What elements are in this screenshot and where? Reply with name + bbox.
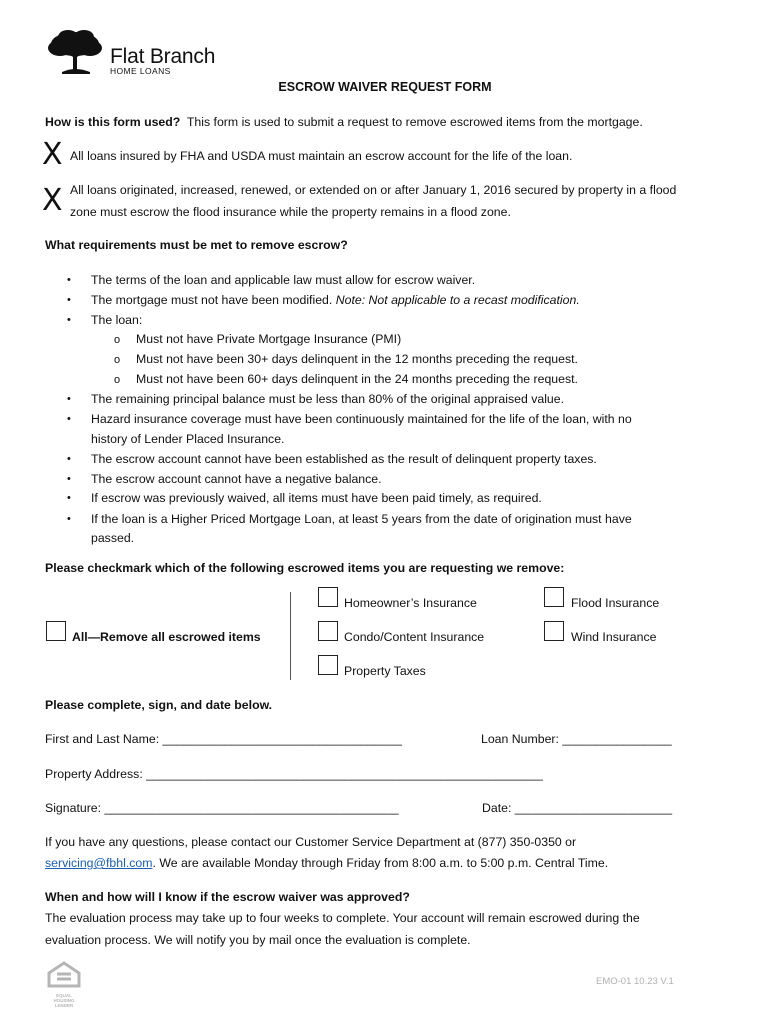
tree-logo-icon bbox=[44, 28, 106, 76]
x-mark: X bbox=[42, 183, 63, 218]
homeowners-insurance-label: Homeowner’s Insurance bbox=[344, 596, 477, 610]
date-field[interactable]: Date: _______________________ bbox=[482, 801, 673, 815]
bullet-icon: • bbox=[67, 513, 71, 525]
sub-bullet-icon: o bbox=[114, 374, 121, 386]
contact-hours: . We are available Monday through Friday from 8:00 a.m. to 5:00 p.m. Central Time. bbox=[152, 856, 609, 870]
requirement-item: The terms of the loan and applicable law must allow for escrow waiver. bbox=[91, 273, 476, 287]
requirement-item: history of Lender Placed Insurance. bbox=[91, 432, 285, 446]
x-mark: X bbox=[42, 137, 63, 172]
requirement-subitem: Must not have been 60+ days delinquent in the 24 months preceding the request. bbox=[136, 372, 578, 386]
approval-text: The evaluation process may take up to four weeks to complete. Your account will remain escrowed during the bbox=[45, 911, 640, 925]
company-name: Flat Branch bbox=[110, 45, 216, 68]
name-field[interactable]: First and Last Name: ___________________________________ bbox=[45, 732, 402, 746]
bullet-icon: • bbox=[67, 413, 71, 425]
requirements-heading: What requirements must be met to remove escrow? bbox=[45, 238, 348, 252]
bullet-icon: • bbox=[67, 314, 71, 326]
requirement-note: Note: Not applicable to a recast modification. bbox=[335, 293, 580, 307]
note-text: All loans insured by FHA and USDA must maintain an escrow account for the life of the loan. bbox=[70, 149, 573, 163]
ehl-text: EQUAL HOUSING LENDER bbox=[53, 993, 75, 1008]
property-address-field[interactable]: Property Address: __________________________________________________________ bbox=[45, 767, 543, 781]
form-title: ESCROW WAIVER REQUEST FORM bbox=[278, 80, 492, 94]
loan-number-field[interactable]: Loan Number: ________________ bbox=[481, 732, 672, 746]
requirement-subitem: Must not have Private Mortgage Insurance (PMI) bbox=[136, 332, 402, 346]
email-link[interactable]: servicing@fbhl.com bbox=[45, 856, 153, 870]
sub-bullet-icon: o bbox=[114, 334, 121, 346]
contact-line bbox=[45, 856, 608, 870]
approval-text: evaluation process. We will notify you by mail once the evaluation is complete. bbox=[45, 933, 471, 947]
bullet-icon: • bbox=[67, 492, 71, 504]
form-code: EMO-01 10.23 V.1 bbox=[596, 976, 674, 987]
house-icon bbox=[46, 960, 82, 988]
company-subtitle: HOME LOANS bbox=[110, 66, 171, 76]
bullet-icon: • bbox=[67, 393, 71, 405]
note-text: All loans originated, increased, renewed, or extended on or after January 1, 2016 secured by property in a flood bbox=[70, 183, 677, 197]
note-text: zone must escrow the flood insurance while the property remains in a flood zone. bbox=[70, 205, 511, 219]
requirement-subitem: Must not have been 30+ days delinquent in the 12 months preceding the request. bbox=[136, 352, 578, 366]
requirement-item bbox=[91, 293, 580, 307]
requirement-item: Hazard insurance coverage must have been continuously maintained for the life of the loan, with no bbox=[91, 412, 632, 426]
sign-heading: Please complete, sign, and date below. bbox=[45, 698, 273, 712]
requirement-item: The remaining principal balance must be less than 80% of the original appraised value. bbox=[91, 392, 565, 406]
flood-insurance-checkbox[interactable] bbox=[544, 587, 564, 607]
condo-insurance-label: Condo/Content Insurance bbox=[344, 630, 485, 644]
approval-heading: When and how will I know if the escrow waiver was approved? bbox=[45, 890, 410, 904]
homeowners-insurance-checkbox[interactable] bbox=[318, 587, 338, 607]
bullet-icon: • bbox=[67, 453, 71, 465]
flood-insurance-label: Flood Insurance bbox=[571, 596, 660, 610]
equal-housing-lender-logo bbox=[46, 960, 82, 1008]
wind-insurance-checkbox[interactable] bbox=[544, 621, 564, 641]
intro-answer: This form is used to submit a request to remove escrowed items from the mortgage. bbox=[186, 115, 643, 129]
wind-insurance-label: Wind Insurance bbox=[571, 630, 657, 644]
condo-insurance-checkbox[interactable] bbox=[318, 621, 338, 641]
property-taxes-checkbox[interactable] bbox=[318, 655, 338, 675]
requirement-item: The escrow account cannot have a negative balance. bbox=[91, 472, 382, 486]
requirement-item: If escrow was previously waived, all items must have been paid timely, as required. bbox=[91, 491, 542, 505]
bullet-icon: • bbox=[67, 294, 71, 306]
divider bbox=[290, 592, 291, 680]
contact-line: If you have any questions, please contact our Customer Service Department at (877) 350-0350 or bbox=[45, 835, 577, 849]
signature-field[interactable]: Signature: ___________________________________________ bbox=[45, 801, 399, 815]
all-items-label: All—Remove all escrowed items bbox=[72, 630, 261, 644]
requirement-item: The escrow account cannot have been established as the result of delinquent property taxes. bbox=[91, 452, 597, 466]
requirement-item: If the loan is a Higher Priced Mortgage Loan, at least 5 years from the date of origination must have bbox=[91, 512, 632, 526]
intro-line bbox=[45, 115, 643, 129]
checklist-heading: Please checkmark which of the following escrowed items you are requesting we remove: bbox=[45, 561, 565, 575]
bullet-icon: • bbox=[67, 473, 71, 485]
sub-bullet-icon: o bbox=[114, 354, 121, 366]
all-items-checkbox[interactable] bbox=[46, 621, 66, 641]
requirement-item: passed. bbox=[91, 531, 135, 545]
property-taxes-label: Property Taxes bbox=[344, 664, 426, 678]
requirement-item: The loan: bbox=[91, 313, 143, 327]
requirement-text: The mortgage must not have been modified. bbox=[91, 293, 333, 307]
bullet-icon: • bbox=[67, 274, 71, 286]
intro-question: How is this form used? bbox=[45, 115, 181, 129]
